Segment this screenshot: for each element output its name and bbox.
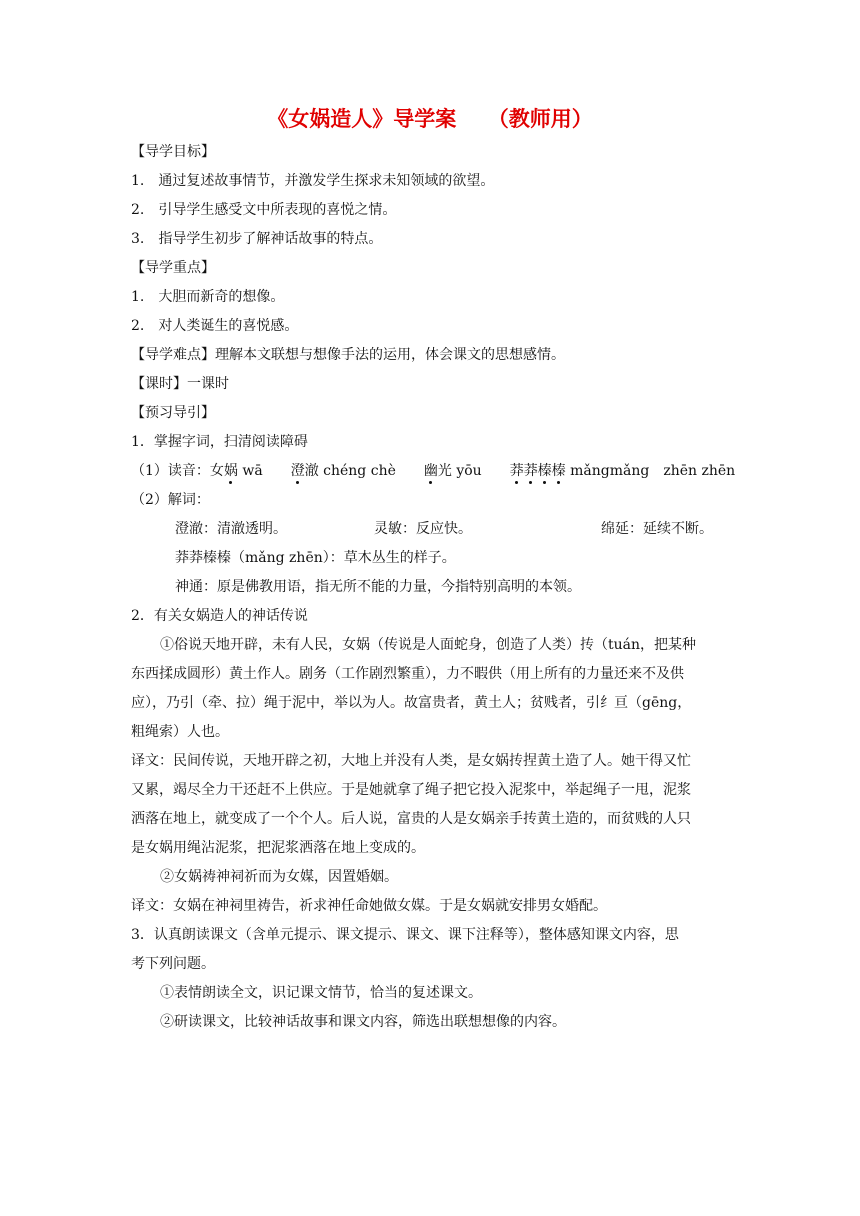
- task-1: ①表情朗读全文，识记课文情节，恰当的复述课文。: [160, 985, 482, 1001]
- step-3-line: 考下列问题。: [131, 956, 215, 972]
- key-point-item: 2. 对人类诞生的喜悦感。: [131, 318, 299, 334]
- dotted-char: 娲: [223, 463, 238, 479]
- difficulty-heading: 【导学难点】: [131, 347, 215, 363]
- pinyin: wā: [237, 463, 291, 479]
- translation2: 译文：女娲在神祠里祷告，祈求神任命她做女媒。于是女娲就安排男女婚配。: [131, 898, 607, 914]
- word-mangmang: 莽莽榛榛（mǎng zhēn）：草木丛生的样子。: [175, 550, 456, 566]
- key-points-heading: 【导学重点】: [131, 260, 215, 276]
- word-shentong: 神通：原是佛教用语，指无所不能的力量，今指特别高明的本领。: [175, 579, 581, 595]
- pinyin: 澈 chéng chè: [304, 463, 424, 479]
- period-text: 一课时: [187, 376, 229, 392]
- goals-heading: 【导学目标】: [131, 144, 215, 160]
- period-line: [131, 374, 731, 394]
- translation1-line: 又累，竭尽全力干还赶不上供应。于是她就拿了绳子把它投入泥浆中，举起绳子一甩，泥浆: [131, 782, 691, 798]
- document-page: 《女娲造人》导学案 （教师用） 【导学目标】 1. 通过复述故事情节，并激发学生探求未知领域的欲望。 2. 引导学生感受文中所表现的喜悦之情。 3. 指导学生初步了解神话故事的特点。 【导学重点】 1. 大胆而新奇的想像。 2. 对人类诞生的喜悦感。 【导学难点】理解本文联想与想像手法的运用，体会课文的思想感情。 【课时】一课时 【预习导引】 1．掌握字词，扫清阅读障碍 （1）读音：女娲 wā 澄澈 chéng chè 幽光 yōu 莽莽榛榛 mǎngmǎng zhēn zhēn （2）解词： 澄澈：清澈透明。 灵敏：反应快。 绵延：延续不断。 莽莽榛榛（mǎng zhēn）：草木丛生的样子。 神通：原是佛教用语，指无所不能的力量，今指特别高明的本领。 2．有关女娲造人的神话传说 ①俗说天地开辟，未有人民，女娲（传说是人面蛇身，创造了人类）抟（tuán，把某种 东西揉成圆形）黄土作人。剧务（工作剧烈繁重），力不暇供（用上所有的力量还来不及供 应），乃引（牵、拉）绳于泥中，举以为人。故富贵者，黄土人；贫贱者，引纟亘（gēng， 粗绳索）人也。 译文：民间传说，天地开辟之初，大地上并没有人类，是女娲抟捏黄土造了人。她干得又忙 又累，竭尽全力干还赶不上供应。于是她就拿了绳子把它投入泥浆中，举起绳子一甩，泥浆 洒落在地上，就变成了一个个人。后人说，富贵的人是女娲亲手抟黄土造的，而贫贱的人只 是女娲用绳沾泥浆，把泥浆洒落在地上变成的。 ②女娲祷神祠祈而为女媒，因置婚姻。 译文：女娲在神祠里祷告，祈求神任命她做女媒。于是女娲就安排男女婚配。 3．认真朗读课文（含单元提示、课文提示、课文、课下注释等），整体感知课文内容，思 考下列问题。 ①表情朗读全文，识记课文情节，恰当的复述课文。 ②研读课文，比较神话故事和课文内容，筛选出联想想像的内容。: [0, 0, 860, 1216]
- legend1-line: 应），乃引（牵、拉）绳于泥中，举以为人。故富贵者，黄土人；贫贱者，引纟亘（gēng，: [131, 695, 692, 711]
- document-title: 《女娲造人》导学案 （教师用）: [267, 107, 593, 131]
- goal-item: 2. 引导学生感受文中所表现的喜悦之情。: [131, 202, 397, 218]
- dotted-char: 澄: [290, 463, 305, 479]
- pinyin: 光 yōu: [437, 463, 510, 479]
- translation1-line: 译文：民间传说，天地开辟之初，大地上并没有人类，是女娲抟捏黄土造了人。她干得又忙: [131, 753, 691, 769]
- dotted-char: 幽: [423, 463, 438, 479]
- dotted-char: 榛榛: [537, 463, 566, 479]
- legend1-line: 粗绳索）人也。: [131, 724, 229, 740]
- explain-label: （2）解词：: [131, 492, 210, 508]
- translation1-line: 洒落在地上，就变成了一个个人。后人说，富贵的人是女娲亲手抟黄土造的，而贫贱的人只: [131, 811, 691, 827]
- key-point-item: 1. 大胆而新奇的想像。: [131, 289, 285, 305]
- task-2: ②研读课文，比较神话故事和课文内容，筛选出联想想像的内容。: [160, 1014, 566, 1030]
- step-2: 2．有关女娲造人的神话传说: [131, 608, 308, 624]
- step-1: 1．掌握字词，扫清阅读障碍: [131, 434, 308, 450]
- pronunciation-prefix: （1）读音：女: [131, 463, 224, 479]
- goal-item: 3. 指导学生初步了解神话故事的特点。: [131, 231, 383, 247]
- legend1-line: ①俗说天地开辟，未有人民，女娲（传说是人面蛇身，创造了人类）抟（tuán，把某种: [160, 637, 697, 653]
- dotted-char: 莽莽: [509, 463, 538, 479]
- goal-item: 1. 通过复述故事情节，并激发学生探求未知领域的欲望。: [131, 173, 495, 189]
- difficulty-text: 理解本文联想与想像手法的运用，体会课文的思想感情。: [215, 347, 565, 363]
- legend1-line: 东西揉成圆形）黄土作人。剧务（工作剧烈繁重），力不暇供（用上所有的力量还来不及供: [131, 666, 684, 682]
- step-3-line: 3．认真朗读课文（含单元提示、课文提示、课文、课下注释等），整体感知课文内容，思: [131, 927, 679, 943]
- period-heading: 【课时】: [131, 376, 187, 392]
- translation1-line: 是女娲用绳沾泥浆，把泥浆洒落在地上变成的。: [131, 840, 425, 856]
- preview-heading: 【预习导引】: [131, 405, 215, 421]
- difficulty-line: [131, 345, 731, 365]
- pinyin: mǎngmǎng zhēn zhēn: [565, 463, 736, 479]
- legend2: ②女娲祷神祠祈而为女媒，因置婚姻。: [160, 869, 398, 885]
- pronunciation-line: [131, 461, 736, 481]
